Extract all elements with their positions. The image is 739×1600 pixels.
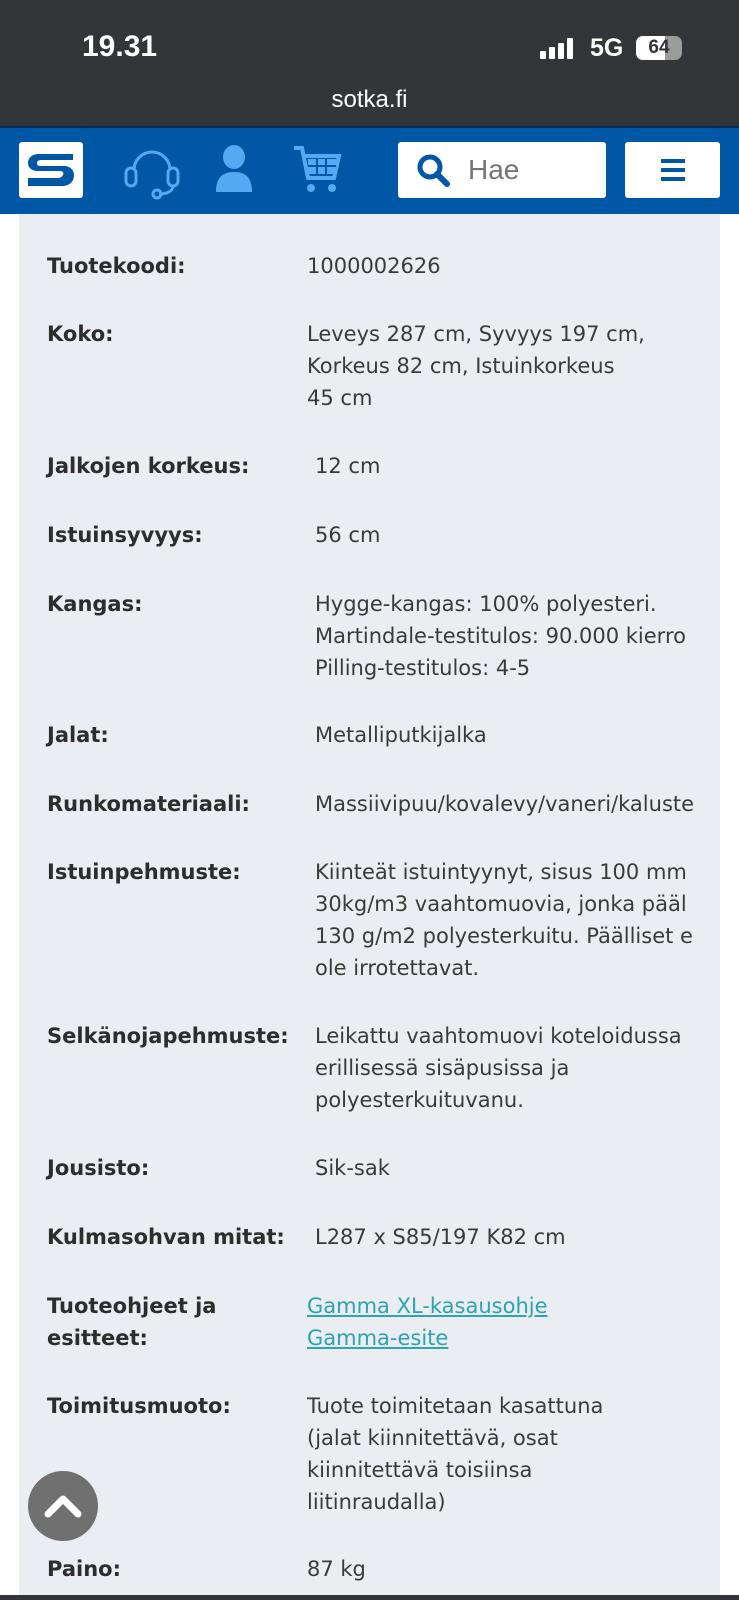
site-header [0, 126, 739, 214]
scroll-to-top-button[interactable] [28, 1471, 98, 1541]
spec-label: Paino: [47, 1557, 121, 1581]
spec-label: Jousisto: [47, 1156, 150, 1180]
chevron-up-icon [43, 1492, 83, 1520]
network-type: 5G [590, 34, 624, 62]
spec-value-line: 12 cm [315, 454, 381, 478]
search-input[interactable] [468, 150, 598, 190]
spec-value [315, 1152, 390, 1184]
spec-label: Koko: [47, 322, 114, 346]
spec-value [315, 1020, 682, 1116]
spec-value-line: Martindale-testitulos: 90.000 kierro [315, 624, 686, 648]
spec-label: Selkänojapehmuste: [47, 1024, 289, 1048]
spec-label: Kangas: [47, 592, 143, 616]
spec-value [307, 1290, 548, 1354]
spec-value-line: polyesterkuituvanu. [315, 1088, 524, 1112]
signal-icon [540, 38, 573, 59]
clock: 19.31 [82, 30, 158, 63]
spec-label: Tuoteohjeet ja esitteet: [47, 1294, 217, 1350]
spec-label: Runkomateriaali: [47, 792, 250, 816]
spec-value [315, 856, 693, 984]
spec-value [315, 588, 686, 684]
spec-value-line: 45 cm [307, 386, 373, 410]
spec-value-line: Hygge-kangas: 100% polyesteri. [315, 592, 657, 616]
spec-value-line: liitinraudalla) [307, 1490, 446, 1514]
search-icon[interactable] [416, 153, 452, 189]
spec-value [307, 250, 441, 282]
spec-value-line: 1000002626 [307, 254, 441, 278]
spec-value-line: 130 g/m2 polyesterkuitu. Päälliset e [315, 924, 693, 948]
spec-value-line: Tuote toimitetaan kasattuna [307, 1394, 604, 1418]
spec-label: Kulmasohvan mitat: [47, 1225, 285, 1249]
spec-value-line: kiinnitettävä toisiinsa [307, 1458, 533, 1482]
spec-value-line: Kiinteät istuintyynyt, sisus 100 mm [315, 860, 687, 884]
product-specs [19, 214, 720, 1600]
spec-value [315, 1221, 566, 1253]
spec-label: Jalat: [47, 723, 109, 747]
spec-value [307, 318, 645, 414]
browser-bottom-bar [0, 1595, 739, 1600]
cart-icon[interactable] [292, 144, 342, 198]
spec-value-line: erillisessä sisäpusissa ja [315, 1056, 570, 1080]
spec-value-line: Korkeus 82 cm, Istuinkorkeus [307, 354, 615, 378]
spec-value-line: (jalat kiinnitettävä, osat [307, 1426, 558, 1450]
sotka-logo[interactable] [19, 142, 83, 198]
status-bar [0, 0, 739, 126]
spec-value [307, 1390, 603, 1518]
spec-value-line: 56 cm [315, 523, 381, 547]
spec-value-line: Leveys 287 cm, Syvyys 197 cm, [307, 322, 645, 346]
spec-label: Toimitusmuoto: [47, 1394, 231, 1418]
battery-level: 64 [648, 37, 670, 58]
spec-value-line: Sik-sak [315, 1156, 390, 1180]
spec-value [315, 719, 487, 751]
spec-label: Istuinpehmuste: [47, 860, 241, 884]
customer-service-icon[interactable] [122, 144, 182, 204]
spec-value-line: Leikattu vaahtomuovi koteloidussa [315, 1024, 682, 1048]
spec-label: Jalkojen korkeus: [47, 454, 250, 478]
spec-value [315, 788, 694, 820]
battery-icon [636, 36, 682, 60]
spec-value-line: 30kg/m3 vaahtomuovia, jonka pääl [315, 892, 687, 916]
document-link[interactable]: Gamma XL-kasausohje [307, 1294, 548, 1318]
search-box[interactable] [398, 142, 606, 198]
spec-label: Istuinsyvyys: [47, 523, 203, 547]
spec-label: Tuotekoodi: [47, 254, 186, 278]
menu-button[interactable] [625, 142, 720, 198]
spec-value-line: Massiivipuu/kovalevy/vaneri/kaluste [315, 792, 695, 816]
spec-value-line: 87 kg [307, 1557, 366, 1581]
spec-value [315, 519, 380, 551]
spec-value-line: Pilling-testitulos: 4-5 [315, 656, 531, 680]
spec-value [315, 450, 380, 482]
document-link[interactable]: Gamma-esite [307, 1326, 449, 1350]
spec-value-line: Metalliputkijalka [315, 723, 487, 747]
account-icon[interactable] [214, 144, 254, 198]
spec-value-line: L287 x S85/197 K82 cm [315, 1225, 566, 1249]
spec-value-line: ole irrotettavat. [315, 956, 480, 980]
address-bar[interactable]: sotka.fi [331, 86, 408, 113]
spec-value [307, 1553, 366, 1585]
